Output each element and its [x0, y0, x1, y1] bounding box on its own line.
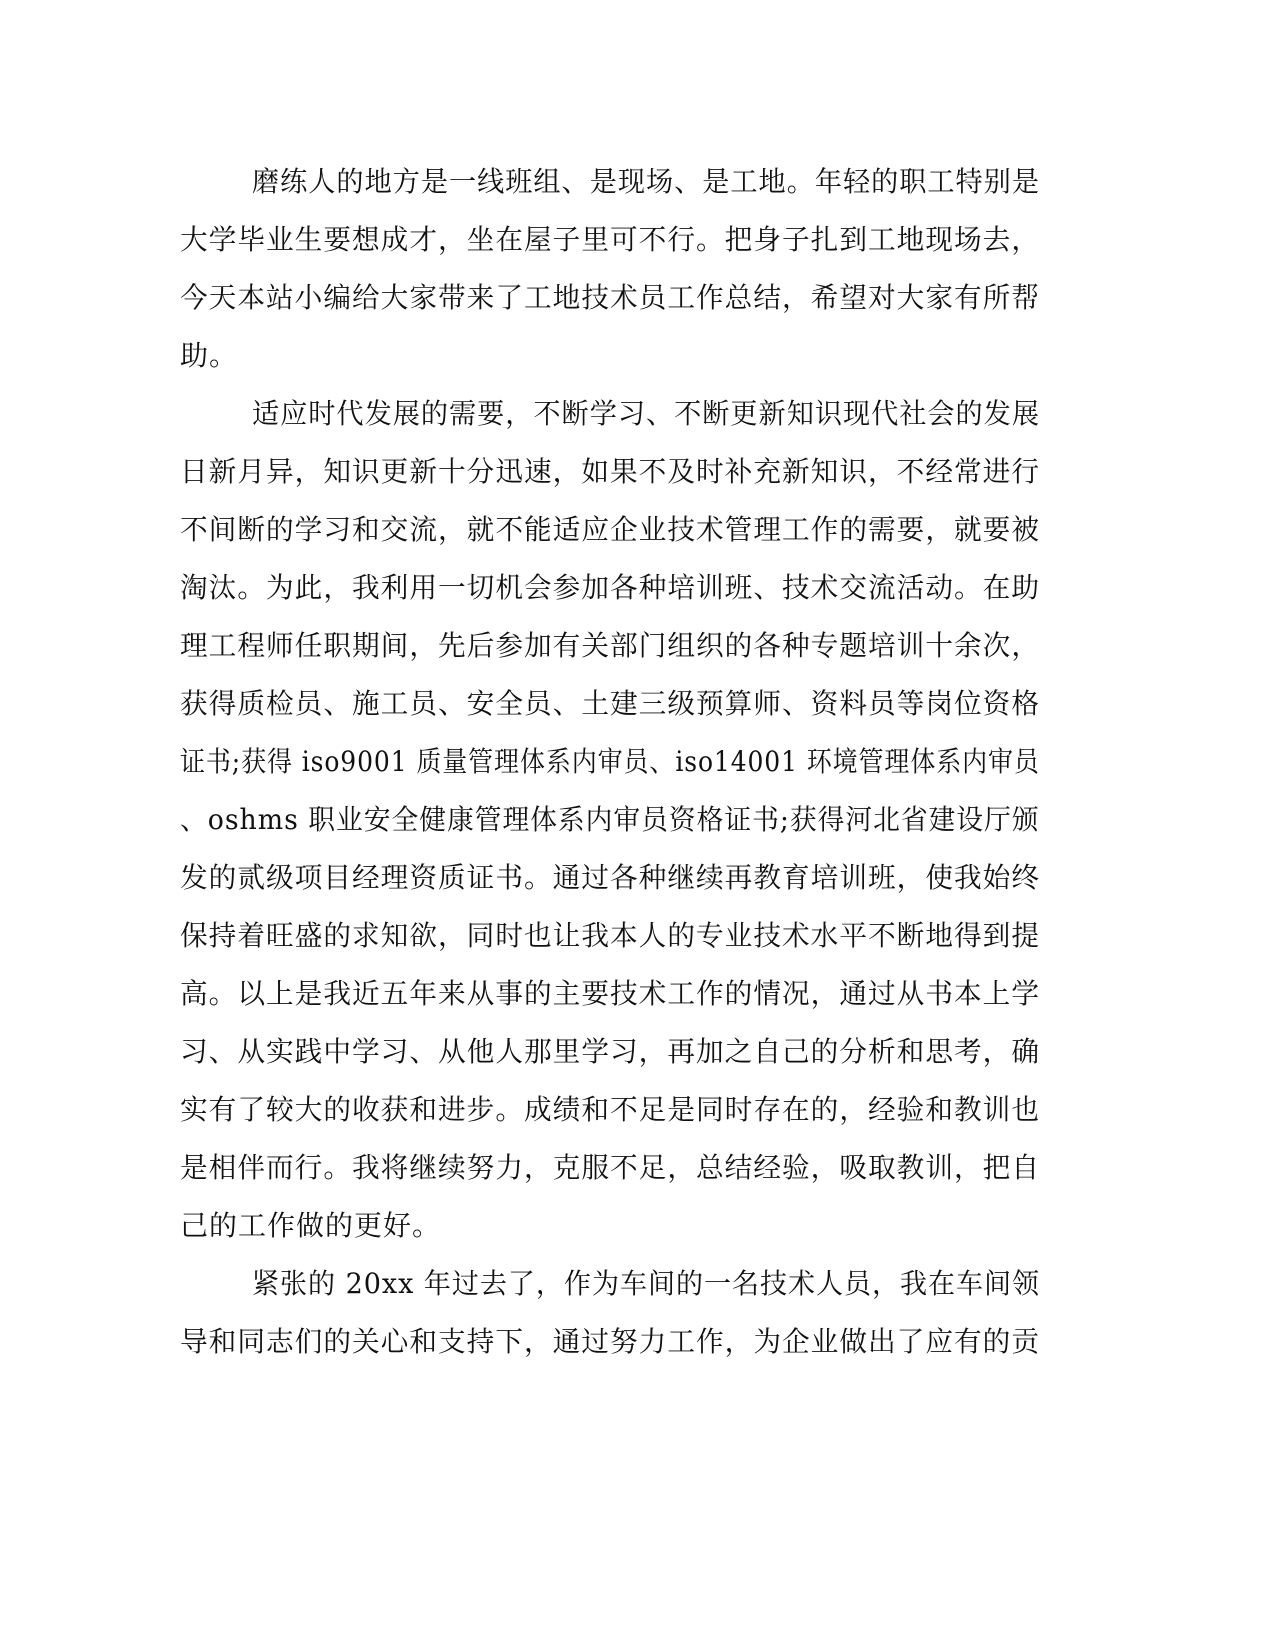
paragraph-2-line-9: 发的贰级项目经理资质证书。通过各种继续再教育培训班，使我始终 [180, 861, 1041, 894]
paragraph-2-line-13: 实有了较大的收获和进步。成绩和不足是同时存在的，经验和教训也 [180, 1093, 1041, 1126]
paragraph-2-line-7: 证书;获得 iso9001 质量管理体系内审员、iso14001 环境管理体系内审员 [180, 745, 1040, 778]
paragraph-2-line-15: 己的工作做的更好。 [180, 1209, 442, 1242]
paragraph-1-line-4: 助。 [180, 339, 239, 372]
paragraph-1-line-2: 大学毕业生要想成才，坐在屋子里可不行。把身子扎到工地现场去， [180, 223, 1041, 256]
paragraph-2-line-1: 适应时代发展的需要，不断学习、不断更新知识现代社会的发展 [252, 397, 1040, 430]
paragraph-2-line-5: 理工程师任职期间，先后参加有关部门组织的各种专题培训十余次， [180, 629, 1041, 662]
paragraph-1-line-3: 今天本站小编给大家带来了工地技术员工作总结，希望对大家有所帮 [180, 281, 1041, 314]
paragraph-2-line-6: 获得质检员、施工员、安全员、土建三级预算师、资料员等岗位资格 [180, 687, 1041, 720]
paragraph-2-line-14: 是相伴而行。我将继续努力，克服不足，总结经验，吸取教训，把自 [180, 1151, 1041, 1184]
paragraph-2-line-11: 高。以上是我近五年来从事的主要技术工作的情况，通过从书本上学 [180, 977, 1041, 1010]
paragraph-3-line-2: 导和同志们的关心和支持下，通过努力工作，为企业做出了应有的贡 [180, 1325, 1041, 1358]
paragraph-2-line-8: 、oshms 职业安全健康管理体系内审员资格证书;获得河北省建设厅颁 [180, 803, 1040, 836]
paragraph-1-line-1: 磨练人的地方是一线班组、是现场、是工地。年轻的职工特别是 [252, 165, 1040, 198]
paragraph-3-line-1: 紧张的 20xx 年过去了，作为车间的一名技术人员，我在车间领 [252, 1267, 1041, 1300]
paragraph-2-line-12: 习、从实践中学习、从他人那里学习，再加之自己的分析和思考，确 [180, 1035, 1041, 1068]
paragraph-2-line-2: 日新月异，知识更新十分迅速，如果不及时补充新知识，不经常进行 [180, 455, 1041, 488]
paragraph-2-line-4: 淘汰。为此，我利用一切机会参加各种培训班、技术交流活动。在助 [180, 571, 1041, 604]
paragraph-2-line-10: 保持着旺盛的求知欲，同时也让我本人的专业技术水平不断地得到提 [180, 919, 1041, 952]
paragraph-2-line-3: 不间断的学习和交流，就不能适应企业技术管理工作的需要，就要被 [180, 513, 1041, 546]
